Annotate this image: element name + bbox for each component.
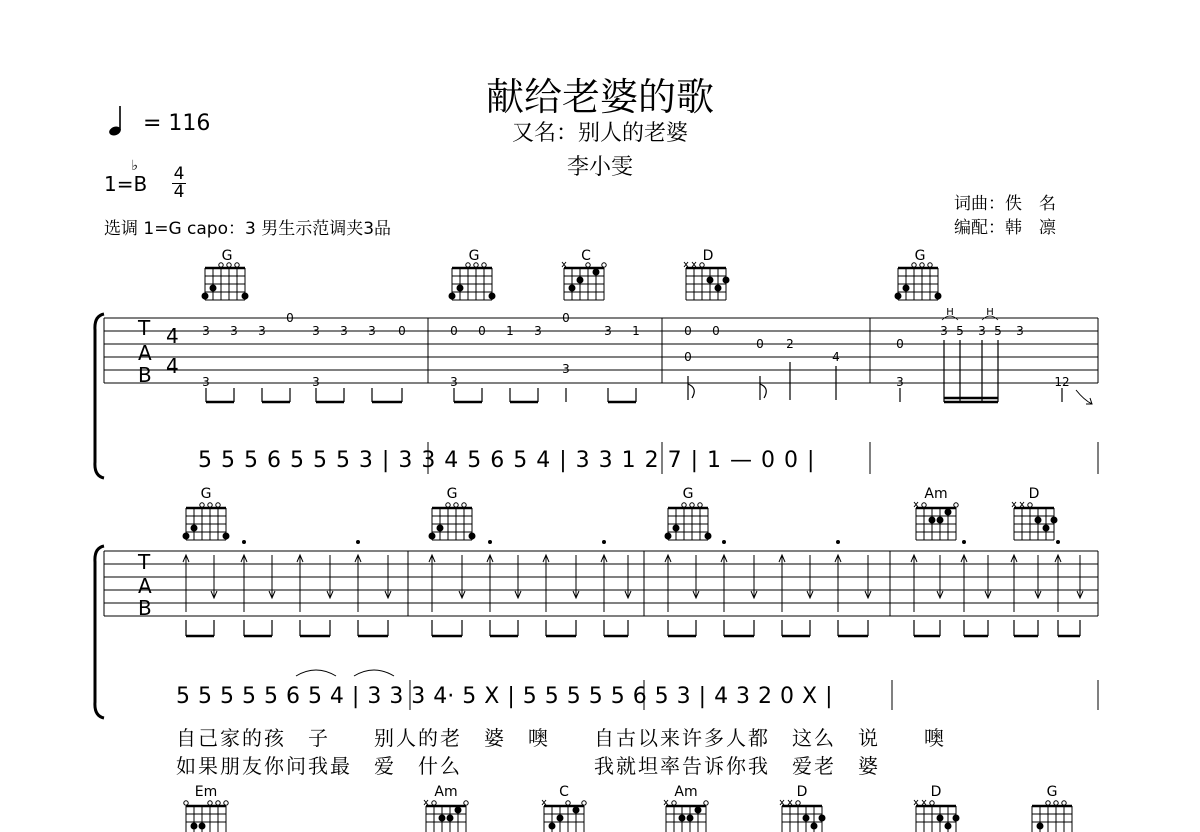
arranger-credit: 编配：韩 凛 (954, 218, 1056, 238)
chord-name: G (200, 486, 212, 502)
svg-text:3: 3 (368, 324, 376, 338)
chord-diagram (184, 800, 1072, 832)
svg-text:4: 4 (166, 354, 179, 378)
svg-text:3: 3 (450, 375, 458, 389)
svg-text:2: 2 (786, 337, 794, 351)
svg-text:0: 0 (398, 324, 406, 338)
svg-text:0: 0 (286, 311, 294, 325)
svg-text:3: 3 (258, 324, 266, 338)
svg-text:B: B (138, 596, 152, 620)
svg-text:0: 0 (562, 311, 570, 325)
chord-name: G (446, 486, 458, 502)
chord-name: G (914, 248, 926, 264)
svg-text:A: A (138, 574, 152, 598)
svg-text:5: 5 (956, 324, 964, 338)
chord-diagram (183, 502, 1057, 540)
tab-frets (202, 307, 1069, 389)
chord-name: G (682, 486, 694, 502)
svg-text:4: 4 (832, 350, 840, 364)
svg-text:12: 12 (1054, 375, 1070, 389)
lyrics-verse-1: 自己家的孩 子 别人的老 婆 噢 自古以来许多人都 这么 说 噢 (176, 726, 946, 750)
svg-text:3: 3 (534, 324, 542, 338)
chord-name: Am (434, 784, 458, 800)
numbered-notation-line-1: 5 5 5 6 5 5 5 3 | 3 3 4 5 6 5 4 | 3 3 1 2 7 | 1 — 0 0 | (198, 448, 815, 473)
svg-text:0: 0 (712, 324, 720, 338)
chord-name: D (796, 784, 808, 800)
svg-text:0: 0 (756, 337, 764, 351)
tempo-value: = 116 (143, 111, 211, 136)
svg-text:3: 3 (312, 375, 320, 389)
svg-text:3: 3 (896, 375, 904, 389)
tab-clef (137, 316, 179, 387)
svg-text:0: 0 (684, 350, 692, 364)
flat-sign: ♭ (131, 158, 139, 174)
capo-note: 选调 1=G capo：3 男生示范调夹3品 (104, 219, 392, 239)
svg-text:H: H (946, 307, 954, 318)
chord-name: C (559, 784, 569, 800)
svg-text:0: 0 (478, 324, 486, 338)
svg-text:0: 0 (896, 337, 904, 351)
svg-text:3: 3 (940, 324, 948, 338)
svg-text:3: 3 (604, 324, 612, 338)
key-signature: 1= ♭ B (104, 158, 148, 196)
svg-text:3: 3 (312, 324, 320, 338)
song-title: 献给老婆的歌 (485, 75, 714, 119)
chord-name: G (1046, 784, 1058, 800)
svg-text:0: 0 (450, 324, 458, 338)
chord-name: G (468, 248, 480, 264)
svg-text:4: 4 (166, 324, 179, 348)
svg-text:1: 1 (632, 324, 640, 338)
chord-name: Em (194, 784, 218, 800)
artist-name: 李小雯 (566, 155, 633, 180)
svg-text:1: 1 (506, 324, 514, 338)
svg-text:B: B (138, 363, 152, 387)
lyrics-verse-2: 如果朋友你问我最 爱 什么 我就坦率告诉你我 爱老 婆 (176, 754, 880, 778)
chord-name: Am (924, 486, 948, 502)
chord-name: D (930, 784, 942, 800)
svg-text:T: T (138, 316, 151, 340)
tab-clef (137, 550, 152, 620)
svg-text:3: 3 (202, 375, 210, 389)
numbered-notation-line-2: 5 5 5 5 5 6 5 4 | 3 3 3 4· 5 X | 5 5 5 5 5 6 5 3 | 4 3 2 0 X | (176, 684, 833, 709)
svg-text:T: T (138, 550, 151, 574)
svg-text:3: 3 (230, 324, 238, 338)
chord-name: C (581, 248, 591, 264)
svg-text:3: 3 (340, 324, 348, 338)
svg-text:H: H (986, 307, 994, 318)
song-alias: 又名：别人的老婆 (511, 121, 688, 146)
chord-name: D (702, 248, 714, 264)
svg-text:5: 5 (994, 324, 1002, 338)
chord-diagram (202, 262, 941, 300)
chord-name: Am (674, 784, 698, 800)
svg-text:3: 3 (562, 362, 570, 376)
chord-name: G (221, 248, 233, 264)
lyricist-credit: 词曲：佚 名 (954, 194, 1056, 214)
chord-name: D (1028, 486, 1040, 502)
svg-text:3: 3 (978, 324, 986, 338)
svg-text:3: 3 (202, 324, 210, 338)
svg-text:3: 3 (1016, 324, 1024, 338)
rhythm-dots (242, 540, 1060, 544)
time-signature: 4 4 (173, 164, 185, 202)
svg-text:A: A (138, 341, 152, 365)
svg-text:0: 0 (684, 324, 692, 338)
